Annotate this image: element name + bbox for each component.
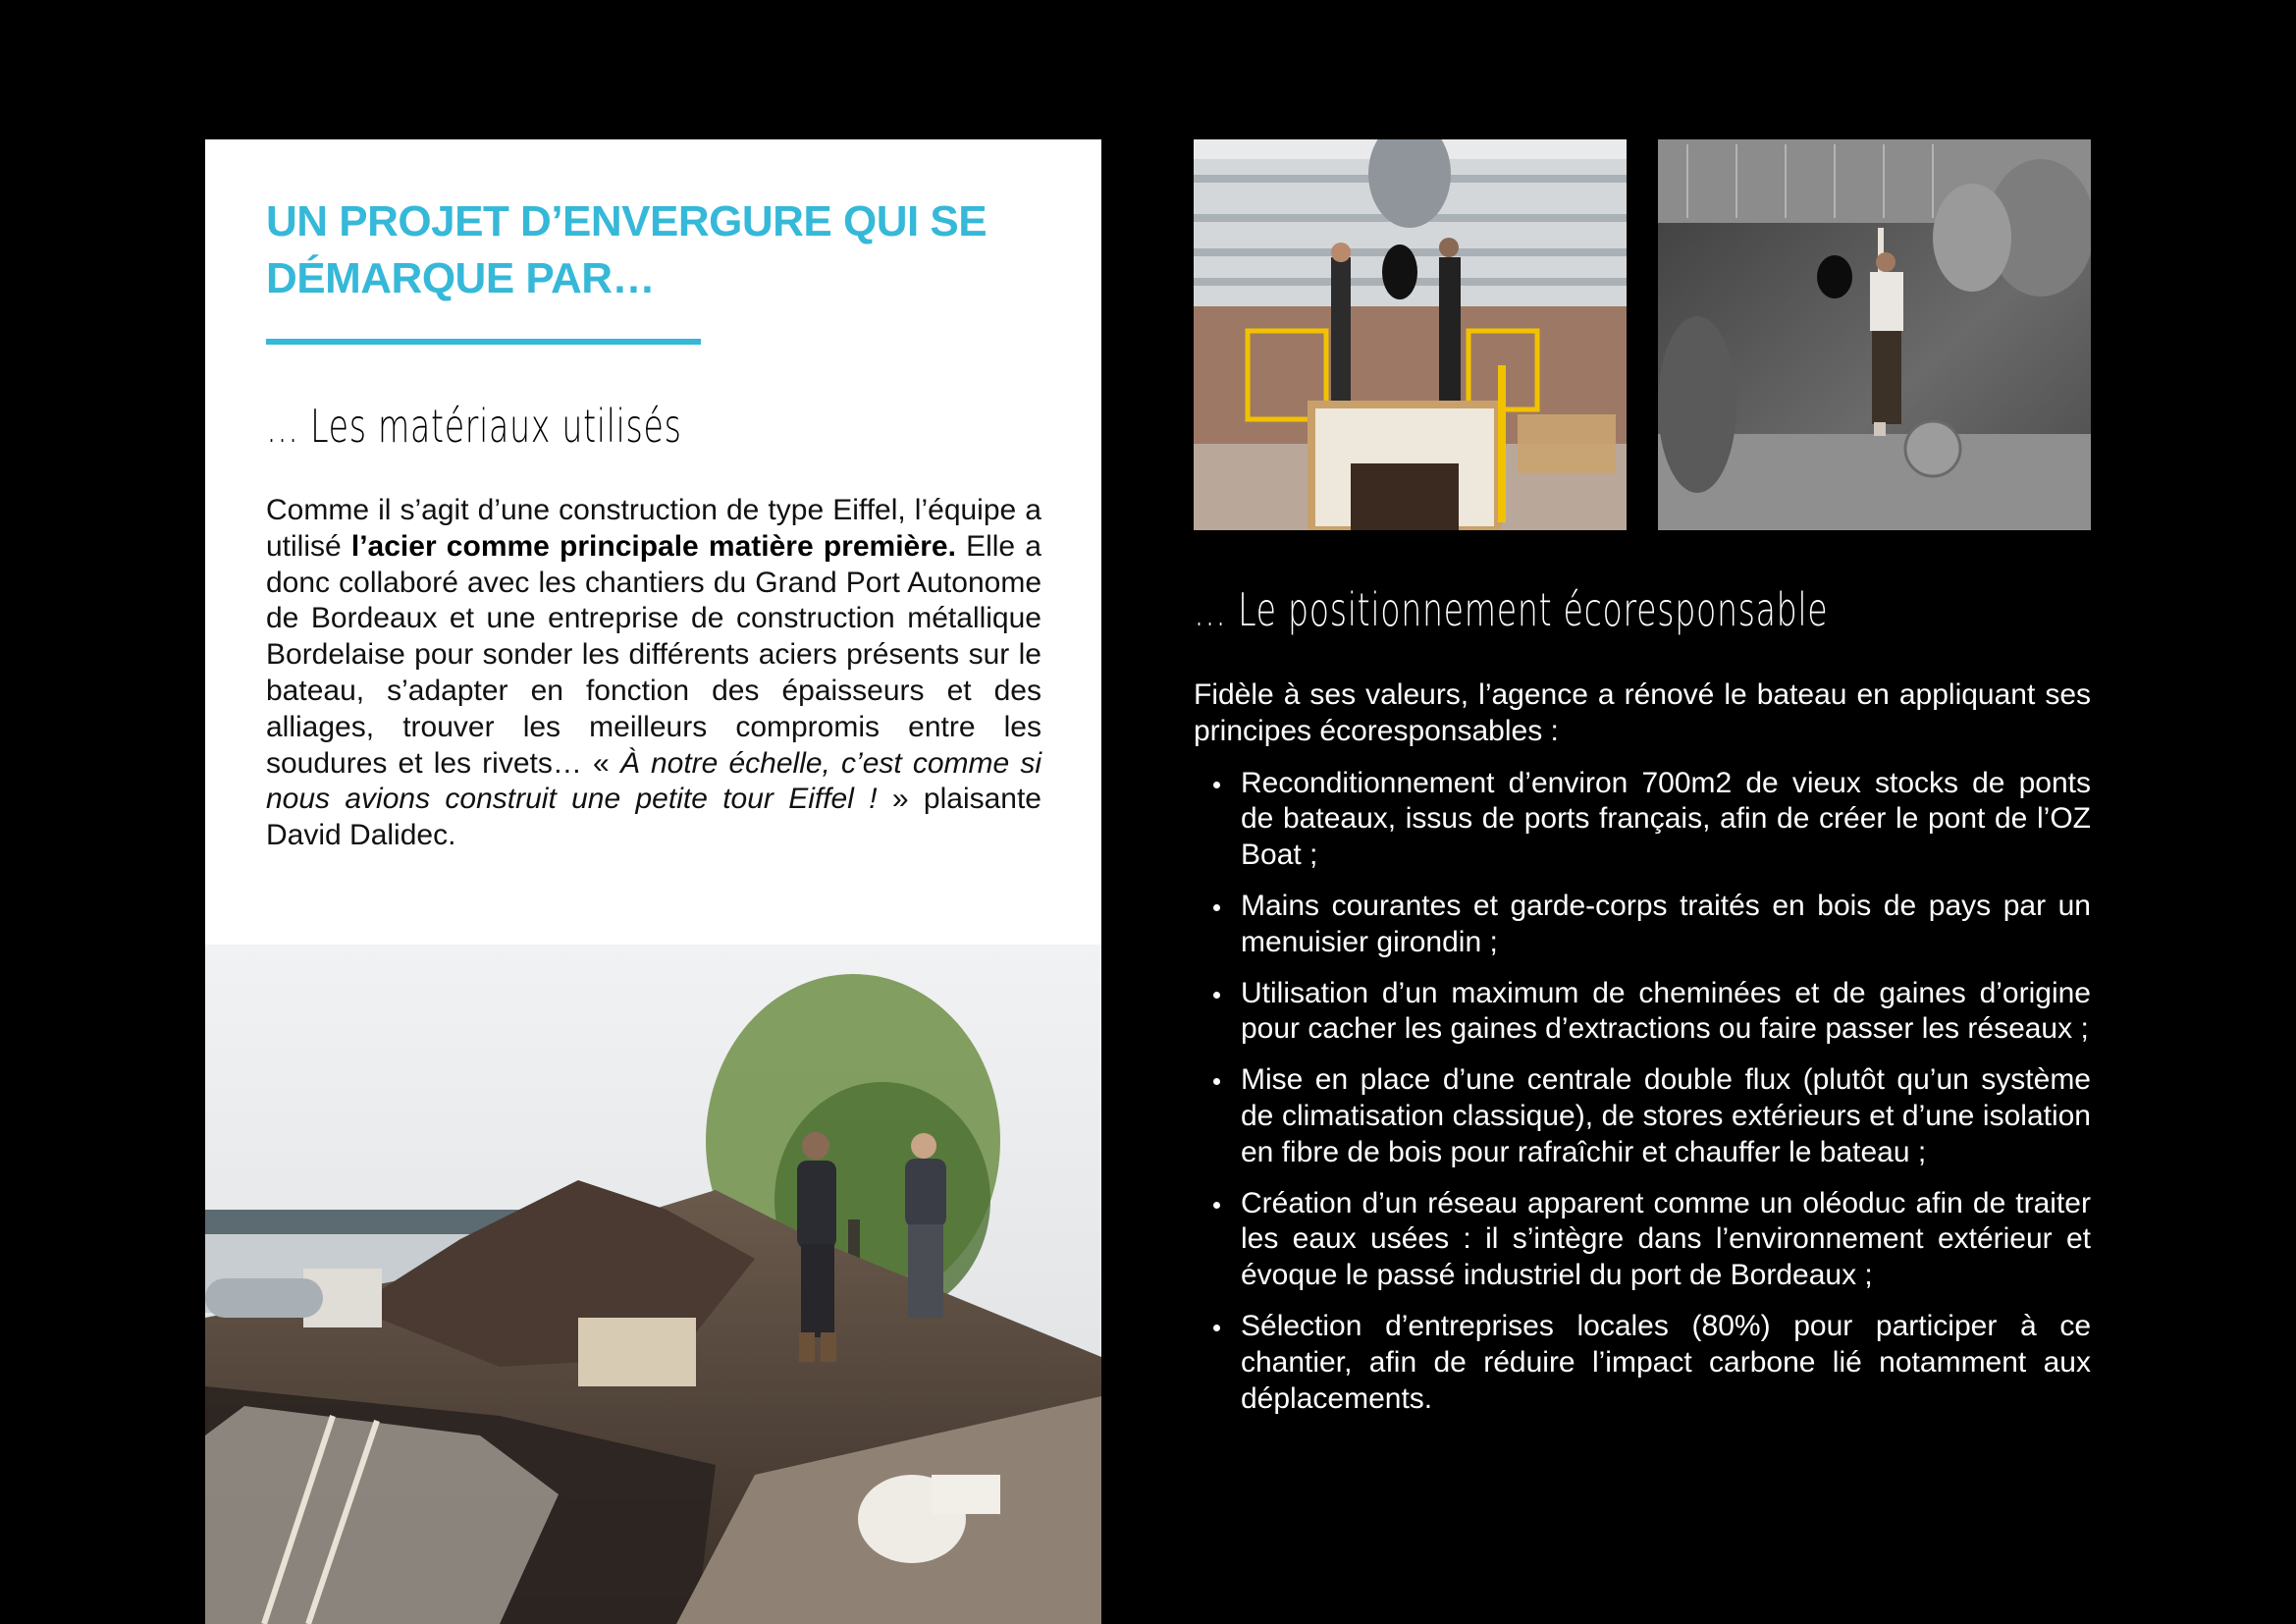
list-item-text: Création d’un réseau apparent comme un oléoduc afin de traiter les eaux usées : il s’intègre dans l’environnement extérieur et évoque le passé industriel du port de Bordeaux ; — [1241, 1186, 2091, 1292]
paragraph-text: Comme il s’agit d’une construction de type Eiffel, l’équipe a utilisé — [266, 494, 1041, 563]
porthole — [1817, 255, 1852, 298]
worker-one — [1331, 257, 1351, 414]
bullet-icon — [1213, 1325, 1220, 1331]
photo-workers-duct — [1194, 139, 1627, 530]
list-item-text: Mise en place d’une centrale double flux (plutôt qu’un système de climatisation classique), de stores extérieurs et d’une isolation en fibre de bois pour rafraîchir et chauffer le bateau ; — [1241, 1063, 2091, 1168]
section-subheading-eco: … Le positionnement écoresponsable — [1194, 583, 1829, 636]
eco-section — [1194, 677, 2091, 1432]
photo-man-hanging-ducts — [1658, 139, 2091, 530]
eco-intro: Fidèle à ses valeurs, l’agence a rénové le bateau en appliquant ses principes écoresponsables : — [1194, 678, 2091, 747]
quote-text: À notre échelle, c’est comme si nous avions construit une petite tour Eiffel ! — [266, 746, 1041, 816]
photo-boat-demolition — [205, 945, 1101, 1624]
boat-demolition-image — [205, 945, 1101, 1624]
workers-duct-image — [1194, 139, 1627, 530]
materials-paragraph — [266, 493, 1041, 854]
person-right — [905, 1133, 946, 1318]
paragraph-bold-text: l’acier comme principale matière première. — [350, 529, 956, 563]
list-item — [1194, 1309, 2091, 1417]
paragraph-text: » plaisante David Dalidec. — [266, 783, 1041, 852]
page-heading: UN PROJET D’ENVERGURE QUI SE DÉMARQUE PAR… — [266, 197, 988, 302]
bullet-icon — [1213, 1078, 1220, 1085]
eco-bullet-list — [1194, 766, 2091, 1418]
list-item — [1194, 1186, 2091, 1294]
list-item — [1194, 976, 2091, 1049]
section-subheading-materials: … Les matériaux utilisés — [266, 400, 682, 453]
bullet-icon — [1213, 782, 1220, 788]
man-hanging-ducts-image — [1658, 139, 2091, 530]
curved-pipe — [1658, 316, 1736, 493]
bullet-icon — [1213, 904, 1220, 911]
list-item — [1194, 1062, 2091, 1170]
worker-two — [1439, 257, 1461, 424]
heading-underline — [266, 339, 701, 345]
list-item-text: Utilisation d’un maximum de cheminées et de gaines d’origine pour cacher les gaines d’extractions ou faire passer les réseaux ; — [1241, 976, 2091, 1046]
list-item-text: Mains courantes et garde-corps traités en bois de pays par un menuisier girondin ; — [1241, 889, 2091, 958]
left-white-panel — [205, 139, 1101, 1624]
list-item-text: Reconditionnement d’environ 700m2 de vieux stocks de ponts de bateaux, issus de ports français, afin de créer le pont de l’OZ Boat ; — [1241, 766, 2091, 872]
person-left — [797, 1132, 836, 1362]
paragraph-text: Elle a donc collaboré avec les chantiers du Grand Port Autonome de Bordeaux et une entreprise de construction métallique Bordelaise pour sonder les différents aciers présents sur le bateau, s’adapter en fonction des épaisseurs et des alliages, trouver les meilleurs compromis entre les soudures et les rivets… « — [266, 529, 1041, 780]
bullet-icon — [1213, 992, 1220, 999]
list-item — [1194, 889, 2091, 961]
bullet-icon — [1213, 1202, 1220, 1209]
list-item — [1194, 766, 2091, 874]
list-item-text: Sélection d’entreprises locales (80%) pour participer à ce chantier, afin de réduire l’impact carbone lié notamment aux déplacements. — [1241, 1309, 2091, 1415]
